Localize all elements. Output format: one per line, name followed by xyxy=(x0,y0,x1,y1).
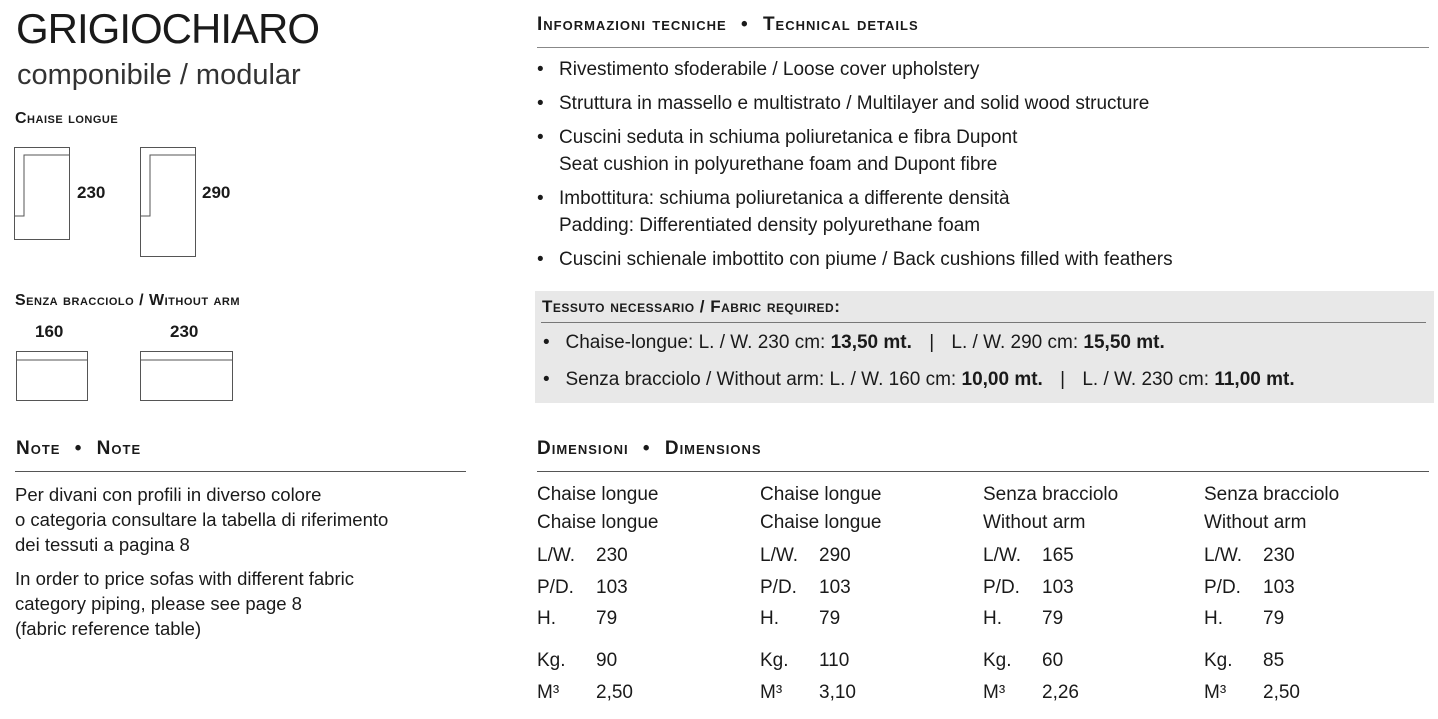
dimension-name-en: Chaise longue xyxy=(760,512,882,533)
dimension-width-row xyxy=(983,545,1074,567)
dimension-value: 60 xyxy=(1042,650,1064,671)
dimension-name-it: Chaise longue xyxy=(537,484,659,505)
dimension-value: 165 xyxy=(1042,545,1074,566)
dimension-value: 85 xyxy=(1263,650,1285,671)
dimension-label: M³ xyxy=(537,682,560,703)
dimension-label: L/W. xyxy=(760,545,799,566)
noarm-230-label: 230 xyxy=(170,322,199,341)
dimension-label: M³ xyxy=(760,682,783,703)
dimension-height-row xyxy=(983,608,1063,630)
dimension-width-row xyxy=(1204,545,1295,567)
fabric-value: 13,50 mt. xyxy=(830,332,912,353)
bullet: • xyxy=(537,188,544,209)
dimension-label: Kg. xyxy=(983,650,1012,671)
product-subtitle: componibile / modular xyxy=(17,59,301,91)
dimension-label: P/D. xyxy=(760,577,797,598)
dimension-volume-row xyxy=(760,682,856,704)
dimension-value: 103 xyxy=(596,577,628,598)
dimension-name-en: Chaise longue xyxy=(537,512,659,533)
dimension-label: Kg. xyxy=(760,650,789,671)
dimension-label: P/D. xyxy=(537,577,574,598)
dimension-volume-row xyxy=(983,682,1079,704)
fabric-row-chaise xyxy=(543,330,1165,356)
technical-item xyxy=(537,246,1427,273)
note-heading-separator: • xyxy=(74,438,83,459)
fabric-value: 11,00 mt. xyxy=(1214,369,1295,390)
dimension-value: 2,50 xyxy=(1263,682,1300,703)
dimension-weight-row xyxy=(983,650,1063,672)
dimension-name-it: Senza bracciolo xyxy=(983,484,1119,505)
dimension-value: 103 xyxy=(1263,577,1295,598)
technical-item-text: Seat cushion in polyurethane foam and Dupont fibre xyxy=(559,154,998,175)
technical-item-text: Rivestimento sfoderabile / Loose cover upholstery xyxy=(559,59,980,80)
fabric-divider: | xyxy=(929,332,935,353)
dimension-name-it: Senza bracciolo xyxy=(1204,484,1340,505)
dimension-width-row xyxy=(760,545,851,567)
technical-item-text: Struttura in massello e multistrato / Multilayer and solid wood structure xyxy=(559,93,1150,114)
note-heading-en: Note xyxy=(96,438,142,459)
chaise-heading: Chaise longue xyxy=(15,110,119,127)
technical-item-text: Cuscini seduta in schiuma poliuretanica e fibra Dupont xyxy=(559,127,1018,148)
fabric-value: 15,50 mt. xyxy=(1083,332,1165,353)
fabric-label: Senza bracciolo / Without arm: L. / W. 160 cm: xyxy=(565,369,962,390)
dimension-label: M³ xyxy=(1204,682,1227,703)
dimension-depth-row xyxy=(537,577,628,599)
dimension-volume-row xyxy=(1204,682,1300,704)
noarm-heading: Senza bracciolo / Without arm xyxy=(15,292,241,309)
dimension-label: L/W. xyxy=(983,545,1022,566)
dimension-weight-row xyxy=(537,650,617,672)
technical-item-text: Cuscini schienale imbottito con piume / Back cushions filled with feathers xyxy=(559,249,1173,270)
note-line: Per divani con profili in diverso colore xyxy=(15,484,322,505)
dimension-value: 103 xyxy=(1042,577,1074,598)
dimensions-heading-en: Dimensions xyxy=(664,438,762,459)
technical-item xyxy=(537,185,1427,239)
fabric-heading: Tessuto necessario / Fabric required: xyxy=(542,297,841,316)
bullet: • xyxy=(543,369,550,390)
dimension-name-en: Without arm xyxy=(983,512,1086,533)
technical-heading-separator: • xyxy=(741,14,749,35)
bullet: • xyxy=(537,249,544,270)
note-heading-it: Note xyxy=(16,438,61,459)
dimensions-column xyxy=(983,481,1203,703)
dimension-value: 90 xyxy=(596,650,618,671)
dimension-label: M³ xyxy=(983,682,1006,703)
bullet: • xyxy=(537,127,544,148)
dimension-height-row xyxy=(537,608,617,630)
dimension-weight-row xyxy=(760,650,849,672)
note-line: (fabric reference table) xyxy=(15,618,202,639)
dimension-value: 230 xyxy=(596,545,628,566)
dimension-name-it: Chaise longue xyxy=(760,484,882,505)
fabric-value: 10,00 mt. xyxy=(961,369,1043,390)
noarm-230-diagram xyxy=(140,351,234,407)
fabric-rule xyxy=(541,322,1426,323)
dimension-value: 79 xyxy=(596,608,618,629)
dimension-label: P/D. xyxy=(1204,577,1241,598)
dimension-label: Kg. xyxy=(537,650,566,671)
technical-heading-it: Informazioni tecniche xyxy=(537,14,727,35)
dimension-value: 230 xyxy=(1263,545,1295,566)
dimension-label: P/D. xyxy=(983,577,1020,598)
dimensions-heading-separator: • xyxy=(642,438,651,459)
note-rule xyxy=(15,471,466,472)
technical-item xyxy=(537,56,1427,83)
dimension-label: H. xyxy=(1204,608,1223,629)
dimension-volume-row xyxy=(537,682,633,704)
chaise-230-diagram xyxy=(14,147,72,246)
note-line: category piping, please see page 8 xyxy=(15,593,302,614)
dimension-value: 79 xyxy=(819,608,841,629)
dimensions-heading xyxy=(537,438,762,460)
dimension-label: L/W. xyxy=(1204,545,1243,566)
dimension-value: 290 xyxy=(819,545,851,566)
dimension-depth-row xyxy=(760,577,851,599)
dimension-width-row xyxy=(537,545,628,567)
dimensions-heading-it: Dimensioni xyxy=(537,438,629,459)
technical-item xyxy=(537,90,1427,117)
fabric-label: L. / W. 230 cm: xyxy=(1082,369,1215,390)
dimension-label: H. xyxy=(537,608,556,629)
dimension-height-row xyxy=(760,608,840,630)
fabric-row-noarm xyxy=(543,367,1295,393)
dimension-value: 79 xyxy=(1042,608,1064,629)
dimension-weight-row xyxy=(1204,650,1284,672)
dimension-label: Kg. xyxy=(1204,650,1233,671)
product-title: GRIGIOCHIARO xyxy=(16,5,320,52)
dimension-value: 79 xyxy=(1263,608,1285,629)
dimension-depth-row xyxy=(983,577,1074,599)
dimension-value: 3,10 xyxy=(819,682,856,703)
fabric-label: Chaise-longue: L. / W. 230 cm: xyxy=(565,332,831,353)
noarm-160-label: 160 xyxy=(35,322,64,341)
dimension-name-en: Without arm xyxy=(1204,512,1307,533)
dimension-label: L/W. xyxy=(537,545,576,566)
technical-list xyxy=(537,56,1427,280)
dimension-value: 2,26 xyxy=(1042,682,1079,703)
technical-heading xyxy=(537,14,919,36)
dimensions-rule xyxy=(537,471,1429,472)
dimension-height-row xyxy=(1204,608,1284,630)
note-text-it xyxy=(15,482,388,557)
dimension-value: 110 xyxy=(819,650,850,671)
technical-item-text: Padding: Differentiated density polyurethane foam xyxy=(559,215,981,236)
chaise-290-label: 290 xyxy=(202,183,231,202)
dimension-value: 2,50 xyxy=(596,682,633,703)
bullet: • xyxy=(537,59,544,80)
fabric-divider: | xyxy=(1060,369,1066,390)
note-line: o categoria consultare la tabella di riferimento xyxy=(15,509,389,530)
technical-item xyxy=(537,124,1427,178)
dimensions-column xyxy=(760,481,980,703)
technical-item-text: Imbottitura: schiuma poliuretanica a differente densità xyxy=(559,188,1010,209)
dimension-depth-row xyxy=(1204,577,1295,599)
chaise-230-label: 230 xyxy=(77,183,106,202)
fabric-label: L. / W. 290 cm: xyxy=(951,332,1084,353)
dimensions-column xyxy=(537,481,757,703)
noarm-160-diagram xyxy=(16,351,89,407)
technical-rule xyxy=(537,47,1429,48)
dimensions-column xyxy=(1204,481,1424,703)
note-line: dei tessuti a pagina 8 xyxy=(15,534,190,555)
fabric-box xyxy=(535,291,1434,403)
dimension-label: H. xyxy=(760,608,779,629)
dimension-label: H. xyxy=(983,608,1002,629)
bullet: • xyxy=(537,93,544,114)
chaise-290-diagram xyxy=(140,147,198,263)
bullet: • xyxy=(543,332,550,353)
note-heading xyxy=(16,438,141,460)
note-line: In order to price sofas with different fabric xyxy=(15,568,354,589)
note-text-en xyxy=(15,566,354,641)
technical-heading-en: Technical details xyxy=(762,14,919,35)
dimension-value: 103 xyxy=(819,577,851,598)
